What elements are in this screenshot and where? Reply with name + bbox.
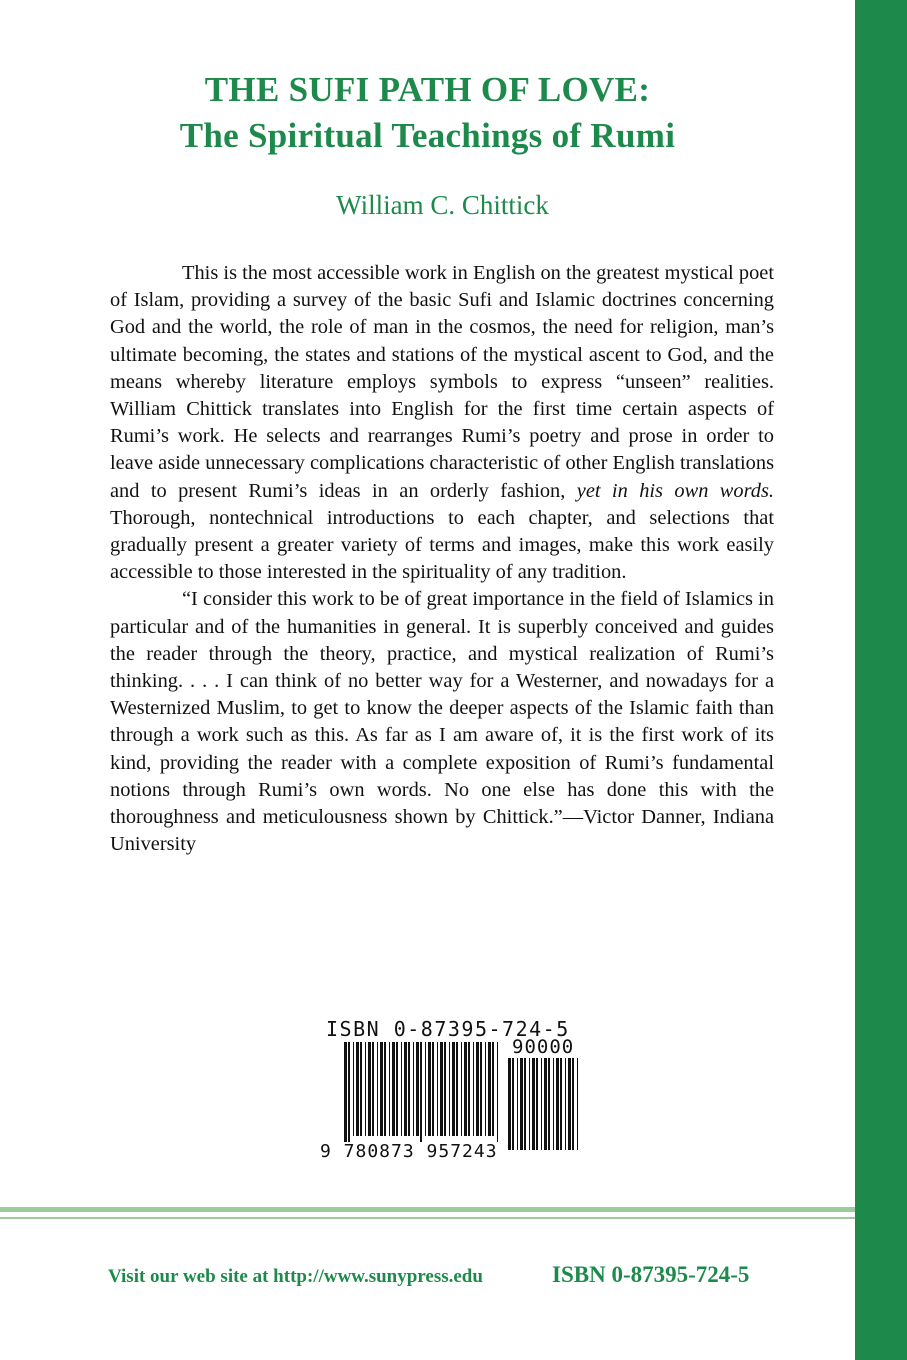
barcode-bar: [432, 1042, 434, 1136]
barcode-bar: [344, 1042, 347, 1142]
barcode-bar: [372, 1042, 374, 1136]
barcode-bar: [544, 1058, 547, 1150]
barcode-bar: [389, 1042, 390, 1136]
barcode-isbn-label: ISBN 0-87395-724-5: [326, 1017, 570, 1041]
barcode-bar: [456, 1042, 458, 1136]
barcode-bar: [356, 1042, 359, 1136]
barcode-bar: [520, 1058, 523, 1150]
barcode-bar: [392, 1042, 395, 1136]
barcode-bar: [532, 1058, 535, 1150]
footer-isbn: ISBN 0-87395-724-5: [552, 1262, 750, 1287]
barcode-bar: [541, 1058, 542, 1150]
review-quote: “I consider this work to be of great importance in the field of Islamics in particular and of the humanities in general. It is superbly conceived and guides the reader through the theory, practice, and mystical realization of Rumi’s thinking. . . . I can think of no better way for a Westerner, and nowadays for a Westernized Muslim, to get to know the deeper aspects of the Islamic faith than through a work such as this. As far as I am aware of, it is the first work of its kind, providing the reader with a complete exposition of Rumi’s fundamental notions through Rumi’s own words. No one else has done this with the thoroughness and meticulousness shown by Chittick.”—Victor Danner, Indiana University: [110, 588, 774, 856]
back-cover-blurb: [110, 260, 774, 858]
barcode-bar: [476, 1042, 479, 1136]
barcode-bar: [492, 1042, 494, 1136]
barcode-bar: [396, 1042, 398, 1136]
book-subtitle: The Spiritual Teachings of Rumi: [179, 116, 676, 155]
barcode-bar: [437, 1042, 438, 1136]
barcode-bar: [536, 1058, 538, 1150]
barcode-bar: [425, 1042, 426, 1136]
barcode-bar: [449, 1042, 450, 1136]
barcode-bar: [517, 1058, 518, 1150]
description-paragraph: This is the most accessible work in English on the greatest mystical poet of Islam, providing a survey of the basic Sufi and Islamic doctrines concerning God and the world, the role of man in the cosmos, the need for religion, man’s ultimate becoming, the states and stations of the mystical ascent to God, and the means whereby literature employs symbols to express “unseen” realities. William Chittick translates into English for the first time certain aspects of Rumi’s work. He selects and rearranges Rumi’s poetry and prose in order to leave aside unnecessary complications characteristic of other English translations and to present Rumi’s ideas in an orderly fashion, yet in his own words. Thorough, nontechnical introductions to each chapter, and selections that gradually present a greater variety of terms and images, make this work easily accessible to those interested in the spirituality of any tradition.: [110, 262, 774, 584]
barcode-price-code: 90000: [512, 1036, 575, 1058]
barcode-bar: [348, 1042, 350, 1142]
barcode-bar: [384, 1042, 386, 1136]
barcode-bar: [464, 1042, 467, 1136]
barcode-bar: [572, 1058, 574, 1150]
barcode-bar: [368, 1042, 371, 1136]
barcode-bar: [452, 1042, 455, 1136]
barcode-bar: [377, 1042, 378, 1136]
barcode-bar: [524, 1058, 526, 1150]
barcode-bar: [428, 1042, 431, 1136]
book-title: THE SUFI PATH OF LOVE:: [204, 70, 651, 109]
barcode-bar: [529, 1058, 530, 1150]
publisher-website: Visit our web site at http://www.sunypress.edu: [108, 1266, 483, 1287]
barcode-bar: [416, 1042, 419, 1136]
barcode-bar: [365, 1042, 366, 1136]
barcode-bar: [404, 1042, 407, 1136]
barcode-bar: [401, 1042, 402, 1136]
barcode-bar: [553, 1058, 554, 1150]
barcode-bar: [444, 1042, 446, 1136]
barcode-bar: [468, 1042, 470, 1136]
barcode-bar: [380, 1042, 383, 1136]
barcode-bar: [413, 1042, 414, 1136]
barcode-bar: [577, 1058, 578, 1150]
barcode-bar: [473, 1042, 474, 1136]
author-name: William C. Chittick: [336, 190, 549, 220]
barcode-ean-digits: 9 780873 957243: [320, 1141, 498, 1162]
italic-emphasis: yet in his own words.: [576, 479, 774, 502]
barcode-bar: [353, 1042, 354, 1136]
barcode-bar: [497, 1042, 498, 1142]
barcode-bar: [548, 1058, 550, 1150]
barcode-bar: [461, 1042, 462, 1136]
barcode-bar: [560, 1058, 562, 1150]
barcode-bar: [488, 1042, 491, 1136]
barcode-bar: [568, 1058, 571, 1150]
barcode-bar: [512, 1058, 514, 1150]
divider-rule-thin: [0, 1217, 855, 1219]
barcode-bar: [420, 1042, 422, 1142]
barcode-bar: [556, 1058, 559, 1150]
barcode-bar: [485, 1042, 486, 1136]
barcode-bar: [508, 1058, 511, 1150]
barcode-bar: [480, 1042, 482, 1136]
barcode-bar: [360, 1042, 362, 1136]
barcode-bar: [440, 1042, 443, 1136]
barcode-bar: [565, 1058, 566, 1150]
barcode-bar: [408, 1042, 410, 1136]
divider-rule: [0, 1207, 855, 1212]
